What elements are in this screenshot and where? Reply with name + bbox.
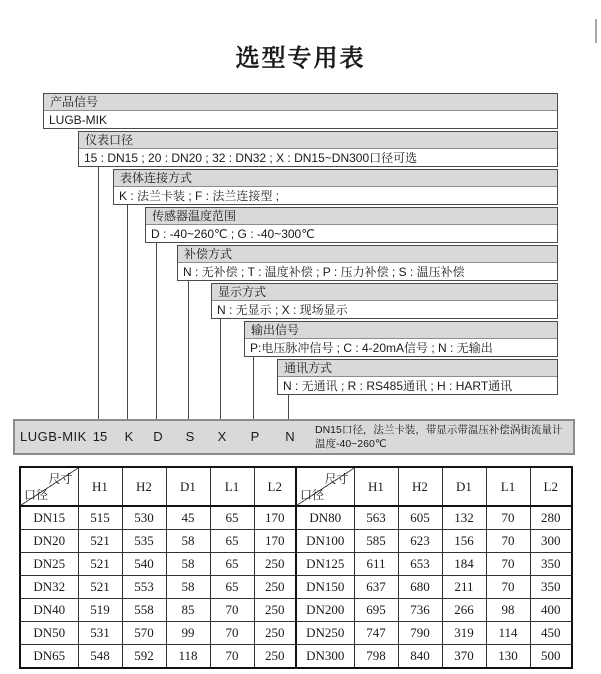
table-cell: 500 (530, 645, 572, 669)
table-cell: 570 (122, 622, 166, 645)
diameter-cell: DN65 (20, 645, 78, 669)
table-cell: 623 (398, 530, 442, 553)
option-box-content: 15 : DN15 ; 20 : DN20 ; 32 : DN32 ; X : DN15~DN300口径可选 (84, 151, 418, 165)
table-cell: 280 (530, 506, 572, 530)
table-header-cell: H1 (354, 467, 398, 506)
table-cell: 65 (210, 553, 254, 576)
table-cell: 736 (398, 599, 442, 622)
table-cell: 521 (78, 576, 122, 599)
table-cell: 585 (354, 530, 398, 553)
diameter-cell: DN100 (296, 530, 354, 553)
option-box-header: 传感器温度范围 (146, 208, 557, 225)
table-cell: 680 (398, 576, 442, 599)
table-cell: 370 (442, 645, 486, 669)
option-box-6 (211, 283, 558, 319)
table-cell: 319 (442, 622, 486, 645)
diameter-cell: DN15 (20, 506, 78, 530)
table-cell: 605 (398, 506, 442, 530)
table-cell: 70 (486, 576, 530, 599)
model-code-segment: P (250, 429, 260, 444)
table-cell: 250 (254, 553, 296, 576)
table-cell: 747 (354, 622, 398, 645)
table-cell: 250 (254, 576, 296, 599)
option-box-5 (177, 245, 558, 281)
table-cell: 170 (254, 530, 296, 553)
table-cell: 70 (210, 645, 254, 669)
table-cell: 118 (166, 645, 210, 669)
table-cell: 540 (122, 553, 166, 576)
table-cell: 790 (398, 622, 442, 645)
model-code-segment: 15 (92, 429, 108, 444)
table-row (20, 622, 572, 645)
option-box-content: D : -40~260℃ ; G : -40~300℃ (151, 227, 315, 241)
table-cell: 98 (486, 599, 530, 622)
diameter-cell: DN32 (20, 576, 78, 599)
table-cell: 211 (442, 576, 486, 599)
table-cell: 558 (122, 599, 166, 622)
table-cell: 99 (166, 622, 210, 645)
option-box-2 (78, 131, 558, 167)
table-row (20, 599, 572, 622)
table-cell: 170 (254, 506, 296, 530)
table-cell: 350 (530, 553, 572, 576)
table-row (20, 506, 572, 530)
table-cell: 130 (486, 645, 530, 669)
model-code-segment: S (185, 429, 195, 444)
table-cell: 637 (354, 576, 398, 599)
table-cell: 58 (166, 553, 210, 576)
description-line-2: 温度-40~260℃ (315, 437, 387, 450)
option-box-content: K : 法兰卡装 ; F : 法兰连接型 ; (119, 189, 280, 203)
connector-line (220, 319, 221, 419)
table-cell: 85 (166, 599, 210, 622)
table-corner-cell (20, 467, 78, 506)
diameter-cell: DN20 (20, 530, 78, 553)
table-cell: 400 (530, 599, 572, 622)
table-row (20, 645, 572, 669)
table-cell: 798 (354, 645, 398, 669)
table-cell: 250 (254, 622, 296, 645)
table-cell: 548 (78, 645, 122, 669)
connector-line (127, 205, 128, 419)
table-header-cell: L1 (486, 467, 530, 506)
diameter-cell: DN300 (296, 645, 354, 669)
page-title: 选型专用表 (235, 45, 366, 72)
table-cell: 114 (486, 622, 530, 645)
table-cell: 300 (530, 530, 572, 553)
table-cell: 531 (78, 622, 122, 645)
option-box-content: N : 无通讯 ; R : RS485通讯 ; H : HART通讯 (283, 379, 513, 393)
table-cell: 70 (210, 622, 254, 645)
option-box-header: 仪表口径 (79, 132, 557, 149)
table-cell: 45 (166, 506, 210, 530)
table-cell: 592 (122, 645, 166, 669)
table-cell: 519 (78, 599, 122, 622)
option-box-content: P:电压脉冲信号 ; C : 4-20mA信号 ; N : 无输出 (250, 341, 493, 355)
corner-label-diameter: 口径 (300, 488, 325, 502)
model-code-segment: X (217, 429, 227, 444)
diameter-cell: DN40 (20, 599, 78, 622)
table-cell: 70 (486, 506, 530, 530)
table-header-cell: H2 (398, 467, 442, 506)
table-cell: 515 (78, 506, 122, 530)
option-box-header: 产品信号 (44, 94, 557, 111)
corner-label-size: 尺寸 (48, 472, 73, 486)
table-header-cell: H2 (122, 467, 166, 506)
connector-line (288, 395, 289, 419)
option-box-8 (277, 359, 558, 395)
table-cell: 156 (442, 530, 486, 553)
option-box-header: 补偿方式 (178, 246, 557, 263)
option-box-header: 通讯方式 (278, 360, 557, 377)
table-cell: 350 (530, 576, 572, 599)
table-cell: 535 (122, 530, 166, 553)
table-header-cell: L2 (254, 467, 296, 506)
model-code-description (315, 424, 577, 451)
table-cell: 132 (442, 506, 486, 530)
diameter-cell: DN150 (296, 576, 354, 599)
description-line-1: DN15口径，法兰卡装，带显示带温压补偿涡街流量计 (315, 424, 563, 436)
model-code-segment: K (124, 429, 134, 444)
option-box-4 (145, 207, 558, 243)
table-cell: 65 (210, 530, 254, 553)
model-code-segment: N (285, 429, 295, 444)
table-cell: 695 (354, 599, 398, 622)
table-corner-cell (296, 467, 354, 506)
table-row (20, 576, 572, 599)
model-code-row (13, 419, 575, 455)
option-box-7 (244, 321, 558, 357)
dimension-table (19, 466, 573, 669)
diameter-cell: DN50 (20, 622, 78, 645)
diameter-cell: DN80 (296, 506, 354, 530)
corner-label-diameter: 口径 (24, 488, 49, 502)
option-box-content: N : 无显示 ; X : 现场显示 (217, 303, 348, 317)
table-header-cell: H1 (78, 467, 122, 506)
table-cell: 184 (442, 553, 486, 576)
diameter-cell: DN25 (20, 553, 78, 576)
table-row (20, 553, 572, 576)
table-cell: 553 (122, 576, 166, 599)
model-code-segment: D (153, 429, 163, 444)
table-cell: 563 (354, 506, 398, 530)
table-cell: 611 (354, 553, 398, 576)
option-box-header: 显示方式 (212, 284, 557, 301)
table-cell: 70 (486, 530, 530, 553)
option-box-header: 输出信号 (245, 322, 557, 339)
table-cell: 530 (122, 506, 166, 530)
connector-line (253, 357, 254, 419)
connector-line (188, 281, 189, 419)
table-header-cell: L1 (210, 467, 254, 506)
connector-line (156, 243, 157, 419)
table-cell: 521 (78, 530, 122, 553)
table-cell: 65 (210, 506, 254, 530)
option-box-content: N : 无补偿 ; T : 温度补偿 ; P : 压力补偿 ; S : 温压补偿 (183, 265, 465, 279)
table-cell: 521 (78, 553, 122, 576)
corner-label-size: 尺寸 (324, 472, 349, 486)
table-cell: 840 (398, 645, 442, 669)
option-box-content: LUGB-MIK (49, 113, 108, 127)
table-cell: 58 (166, 576, 210, 599)
table-cell: 58 (166, 530, 210, 553)
connector-line (98, 167, 99, 419)
table-cell: 250 (254, 599, 296, 622)
diameter-cell: DN200 (296, 599, 354, 622)
option-box-1 (43, 93, 558, 129)
table-cell: 250 (254, 645, 296, 669)
table-cell: 266 (442, 599, 486, 622)
diameter-cell: DN250 (296, 622, 354, 645)
table-cell: 70 (210, 599, 254, 622)
diameter-cell: DN125 (296, 553, 354, 576)
option-box-3 (113, 169, 558, 205)
table-row (20, 530, 572, 553)
table-header-cell: D1 (442, 467, 486, 506)
table-header-cell: L2 (530, 467, 572, 506)
model-code-prefix: LUGB-MIK (20, 429, 87, 444)
table-cell: 450 (530, 622, 572, 645)
table-cell: 70 (486, 553, 530, 576)
table-header-cell: D1 (166, 467, 210, 506)
option-box-header: 表体连接方式 (114, 170, 557, 187)
table-header-row (20, 467, 572, 506)
table-cell: 65 (210, 576, 254, 599)
table-cell: 653 (398, 553, 442, 576)
